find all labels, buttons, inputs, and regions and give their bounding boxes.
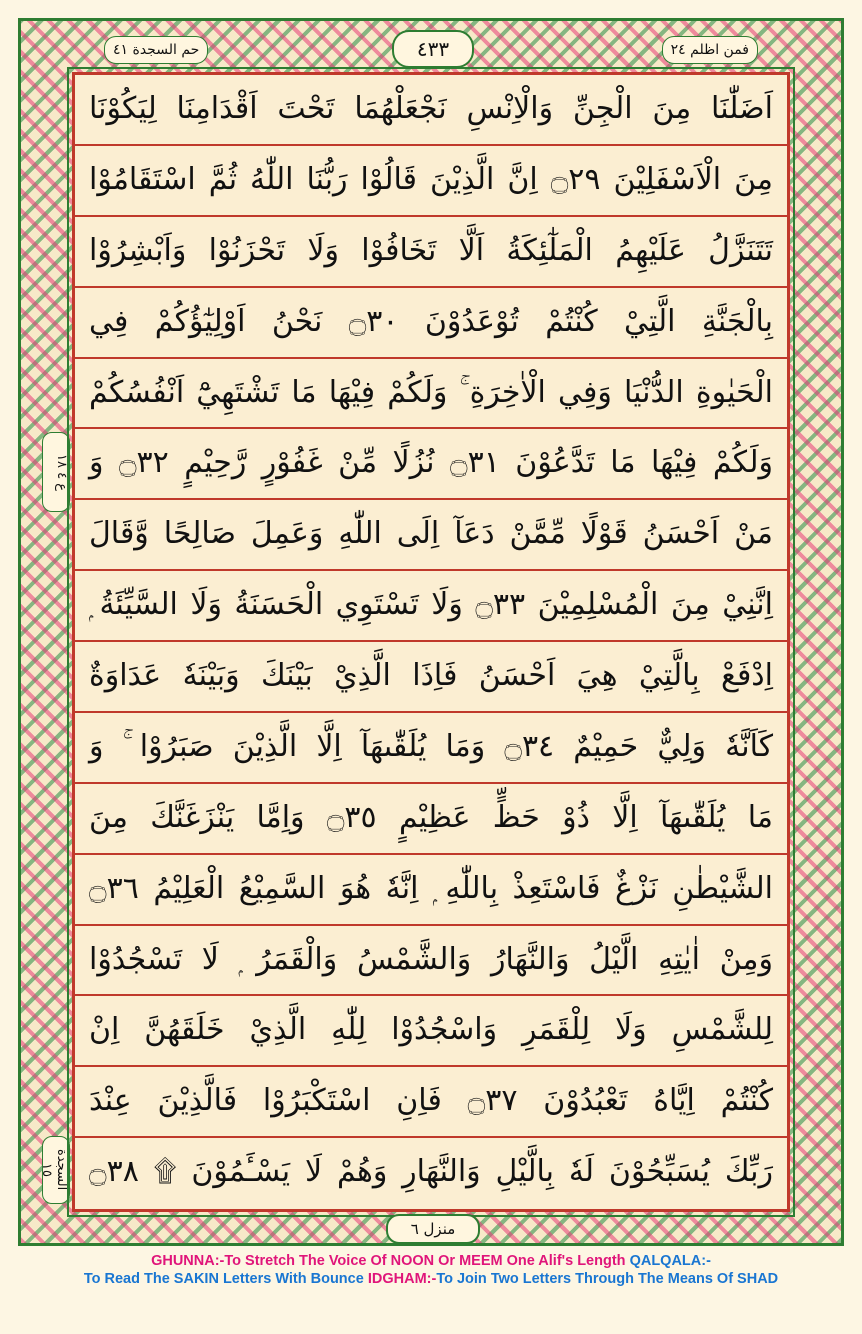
manzil-label: منزل ٦ xyxy=(386,1214,480,1244)
sajda-marker: السجدة ١٥ xyxy=(42,1136,70,1204)
qalqala-text: To Read The SAKIN Letters With Bounce xyxy=(83,1271,364,1287)
legend-line-2 xyxy=(0,1270,862,1288)
verse-line: مَا يُلَقّٰىهَآ اِلَّا ذُوْ حَظٍّ عَظِيْمٍ ۝٣٥ وَاِمَّا يَنْزَغَنَّكَ مِنَ xyxy=(75,784,787,855)
verse-line: كَاَنَّهٗ وَلِيٌّ حَمِيْمٌ ۝٣٤ وَمَا يُلَقّٰىهَآ اِلَّا الَّذِيْنَ صَبَرُوْا ۚ وَ xyxy=(75,713,787,784)
quran-text-lines xyxy=(75,75,787,1209)
verse-line: الْحَيٰوةِ الدُّنْيَا وَفِي الْاٰخِرَةِ ۚ وَلَكُمْ فِيْهَا مَا تَشْتَهِيْٓ اَنْفُسُكُمْ xyxy=(75,359,787,430)
legend-line-1 xyxy=(0,1252,862,1270)
verse-line: اِنَّنِيْ مِنَ الْمُسْلِمِيْنَ ۝٣٣ وَلَا تَسْتَوِي الْحَسَنَةُ وَلَا السَّيِّئَةُ ۭ xyxy=(75,571,787,642)
verse-line: بِالْجَنَّةِ الَّتِيْ كُنْتُمْ تُوْعَدُوْنَ ۝٣٠ نَحْنُ اَوْلِيٰٓؤُكُمْ فِي xyxy=(75,288,787,359)
surah-name-label: حم السجدة ٤١ xyxy=(104,36,208,64)
juz-name-label: فمن اظلم ٢٤ xyxy=(662,36,758,64)
ghunna-text: To Stretch The Voice Of NOON Or MEEM One Alif's Length xyxy=(224,1253,626,1269)
idgham-label: IDGHAM:- xyxy=(367,1271,437,1287)
qalqala-label: QALQALA:- xyxy=(629,1253,711,1269)
page-number: ٤٣٣ xyxy=(392,30,474,68)
verse-line: مَنْ اَحْسَنُ قَوْلًا مِّمَّنْ دَعَآ اِلَى اللّٰهِ وَعَمِلَ صَالِحًا وَّقَالَ xyxy=(75,500,787,571)
verse-line: رَبِّكَ يُسَبِّحُوْنَ لَهٗ بِالَّيْلِ وَالنَّهَارِ وَهُمْ لَا يَسْـَٔمُوْنَ ۩ ۝٣٨ xyxy=(89,1154,773,1190)
verse-line: الشَّيْطٰنِ نَزْغٌ فَاسْتَعِذْ بِاللّٰهِ ۭ اِنَّهٗ هُوَ السَّمِيْعُ الْعَلِيْمُ ۝٣٦ xyxy=(75,855,787,926)
verse-line: تَتَنَزَّلُ عَلَيْهِمُ الْمَلٰٓئِكَةُ اَلَّا تَخَافُوْا وَلَا تَحْزَنُوْا وَاَبْشِرُوْا xyxy=(75,217,787,288)
text-panel xyxy=(72,72,790,1212)
verse-line: وَلَكُمْ فِيْهَا مَا تَدَّعُوْنَ ۝٣١ نُزُلًا مِّنْ غَفُوْرٍ رَّحِيْمٍ ۝٣٢ وَ xyxy=(75,429,787,500)
verse-line: لِلشَّمْسِ وَلَا لِلْقَمَرِ وَاسْجُدُوْا لِلّٰهِ الَّذِيْ خَلَقَهُنَّ اِنْ xyxy=(75,996,787,1067)
verse-line: اِدْفَعْ بِالَّتِيْ هِيَ اَحْسَنُ فَاِذَا الَّذِيْ بَيْنَكَ وَبَيْنَهٗ عَدَاوَةٌ xyxy=(75,642,787,713)
verse-line: كُنْتُمْ اِيَّاهُ تَعْبُدُوْنَ ۝٣٧ فَاِنِ اسْتَكْبَرُوْا فَالَّذِيْنَ عِنْدَ xyxy=(75,1067,787,1138)
ghunna-label: GHUNNA:- xyxy=(151,1253,225,1269)
tajweed-legend xyxy=(0,1252,862,1288)
verse-line: اَضَلّٰنَا مِنَ الْجِنِّ وَالْاِنْسِ نَجْعَلْهُمَا تَحْتَ اَقْدَامِنَا لِيَكُوْنَا xyxy=(75,75,787,146)
ruku-marker: ع ٤ ١٨ xyxy=(42,432,70,512)
verse-line: مِنَ الْاَسْفَلِيْنَ ۝٢٩ اِنَّ الَّذِيْنَ قَالُوْا رَبُّنَا اللّٰهُ ثُمَّ اسْتَقَامُوْا xyxy=(75,146,787,217)
verse-line: وَمِنْ اٰيٰتِهِ الَّيْلُ وَالنَّهَارُ وَالشَّمْسُ وَالْقَمَرُ ۭ لَا تَسْجُدُوْا xyxy=(75,926,787,997)
idgham-text: To Join Two Letters Through The Means Of SHAD xyxy=(436,1271,779,1287)
